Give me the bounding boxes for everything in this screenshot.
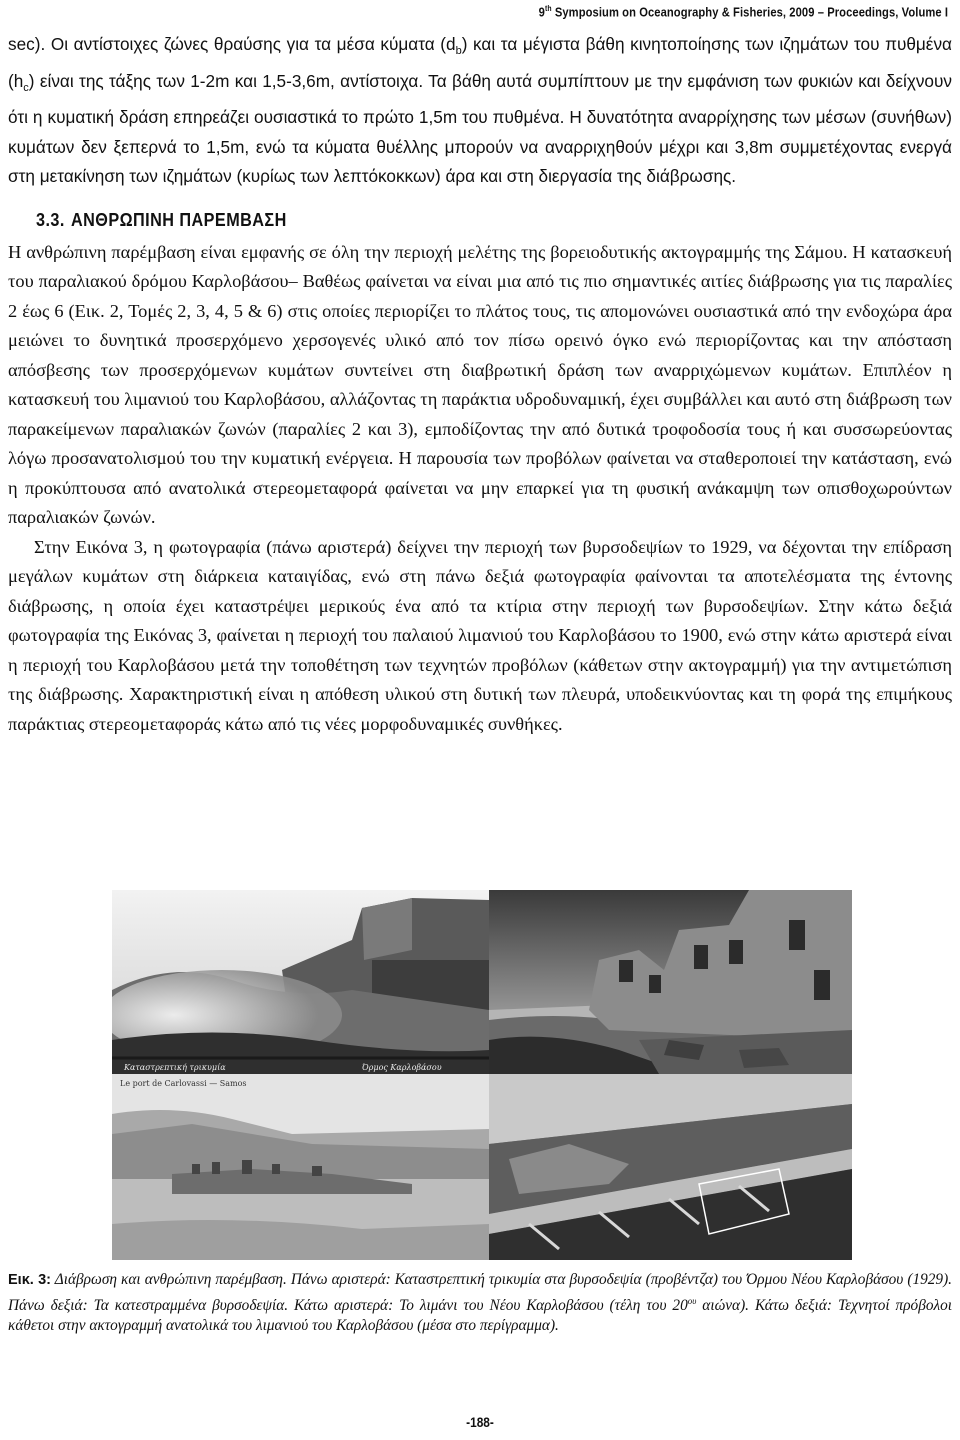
- page-body: [8, 30, 952, 739]
- section-paragraph-1: Η ανθρώπινη παρέμβαση είναι εμφανής σε όλη την περιοχή μελέτης της βορειοδυτικής ακτογραμμής της Σάμου. Η κατασκευή του παραλιακού δρόμου Καρλοβάσου– Βαθέως φαίνεται να είναι μια από τις πιο σημαντικές αιτίες διάβρωσης για τις παραλίες 2 έως 6 (Εικ. 2, Τομές 2, 3, 4, 5 & 6) στις οποίες περιορίζει το πλάτος τους, τις απομονώνει ουσιαστικά από την ενδοχώρα άρα μειώνει το δυνητικά προσερχόμενο χερσογενές υλικό από τον πίσω ορεινό όγκο ενώ περιορίζοντας και την απόσταση απόσβεσης των προσερχόμενων κυμάτων συντείνει στη διαβρωτική δράση των αναρριχώμενων κυμάτων. Επιπλέον η κατασκευή του λιμανιού του Καρλοβάσου, αλλάζοντας τη παράκτια υδροδυναμική, έχει συμβάλλει και αυτό στη διάβρωση των παρακείμενων παραλιακών ζωνών (παραλίες 2 και 3), εμποδίζοντας την από δυτικά τροφοδοσία τους ή και συσσωρεύοντας λόγω προσανατολισμού του την κυματική ενέργεια. Η παρουσία των προβόλων φαίνεται να σταθεροποιεί την κατάσταση, ενώ η προκύπτουσα από ανατολικά στερεομεταφορά φαίνεται να μην επαρκεί για τη φυσική ανάκαμψη των οπισθοχωρούντων παραλιακών ζωνών.: [8, 241, 952, 527]
- figure-caption: [8, 1270, 952, 1337]
- running-header: [539, 4, 948, 19]
- header-title: Symposium on Oceanography & Fisheries, 2009 – Proceedings, Volume I: [551, 4, 948, 20]
- intro-text-b: ) και τα μέγιστα βάθη κινητοποίησης των ιζημάτων του πυθμένα (h: [8, 34, 952, 91]
- section-number: 3.3.: [36, 209, 65, 230]
- bl-inscription: Le port de Carlovassi — Samos: [120, 1079, 247, 1088]
- figure-3: [112, 890, 852, 1260]
- subscript-c: c: [23, 81, 29, 94]
- section-title: ΑΝΘΡΩΠΙΝΗ ΠΑΡΕΜΒΑΣΗ: [70, 209, 287, 230]
- page-number: -188-: [466, 1414, 494, 1430]
- photo-ruined-tanneries: [489, 890, 852, 1074]
- photo-aerial-groynes: [489, 1074, 852, 1260]
- caption-label: Εικ. 3:: [8, 1272, 51, 1288]
- section-heading: [36, 210, 860, 238]
- tl-inscription-right: Όρμος Καρλοβάσου: [362, 1063, 442, 1072]
- photo-old-harbour: [112, 1074, 489, 1260]
- intro-text-a: sec). Οι αντίστοιχες ζώνες θραύσης για τα μέσα κύματα (d: [8, 34, 456, 54]
- intro-text-c: ) είναι της τάξης των 1-2m και 1,5-3,6m, αντίστοιχα. Τα βάθη αυτά συμπίπτουν με την εμφάνιση των φυκιών και δείχνουν ότι η κυματική δράση επηρεάζει ουσιαστικά το πρώτο 1,5m του πυθμένα. Η δυνατότητα αναρρίχησης των μέσων (συνήθων) κυμάτων δεν ξεπερνά το 1,5m, ενώ τα κύματα θυέλλης μπορούν να αναρριχηθούν μέχρι και 3,8m συμμετέχοντας ενεργά στη μετακίνηση των ιζημάτων (κυρίως των λεπτόκοκκων) άρα και στη διεργασία της διάβρωσης.: [8, 70, 952, 186]
- intro-paragraph: [8, 30, 952, 192]
- header-number: 9: [538, 4, 545, 20]
- caption-superscript: ου: [687, 1295, 697, 1306]
- photo-storm-1929: [112, 890, 489, 1074]
- section-paragraph-2: Στην Εικόνα 3, η φωτογραφία (πάνω αριστερά) δείχνει την περιοχή των βυρσοδεψίων το 1929, να δέχονται την επίδραση μεγάλων κυμάτων στη διάρκεια καταιγίδας, ενώ στη πάνω δεξιά φωτογραφία φαίνονται τα αποτελέσματα της έντονης διάβρωσης, η οποία έχει καταστρέψει μερικούς ένα από τα κτίρια στην περιοχή των βυρσοδεψίων. Στην κάτω δεξιά φωτογραφία της Εικόνας 3, φαίνεται η περιοχή του παλαιού λιμανιού του Καρλοβάσου το 1900, ενώ στην κάτω αριστερά είναι η περιοχή του Καρλοβάσου μετά την τοποθέτηση των τεχνητών προβόλων (κάθετων στην ακτογραμμή) για την αντιμετώπιση της διάβρωσης. Χαρακτηριστική είναι η απόθεση υλικού στη δυτική των πλευρά, υποδεικνύοντας και τη φορά της επιμήκους παράκτιας στερεομεταφοράς κάτω από τις νέες μορφοδυναμικές συνθήκες.: [8, 536, 952, 734]
- caption-text-a: Διάβρωση και ανθρώπινη παρέμβαση. Πάνω αριστερά: Καταστρεπτική τρικυμία στα βυρσοδεψία (προβέντζα) του Όρμου Νέου Καρλοβάσου (1929). Πάνω δεξιά: Τα κατεστραμμένα βυρσοδεψία. Κάτω αριστερά: Το λιμάνι του Νέου Καρλοβάσου (τέλη του 20: [8, 1271, 952, 1314]
- header-ordinal: th: [544, 4, 552, 13]
- tl-inscription-left: Καταστρεπτική τρικυμία: [124, 1063, 226, 1072]
- caption-text-b: αιώνα). Κάτω δεξιά: Τεχνητοί πρόβολοι κάθετοι στην ακτογραμμή ανατολικά του λιμανιού του Καρλοβάσου (μέσα στο περίγραμμα).: [8, 1296, 952, 1335]
- subscript-b: b: [455, 45, 462, 57]
